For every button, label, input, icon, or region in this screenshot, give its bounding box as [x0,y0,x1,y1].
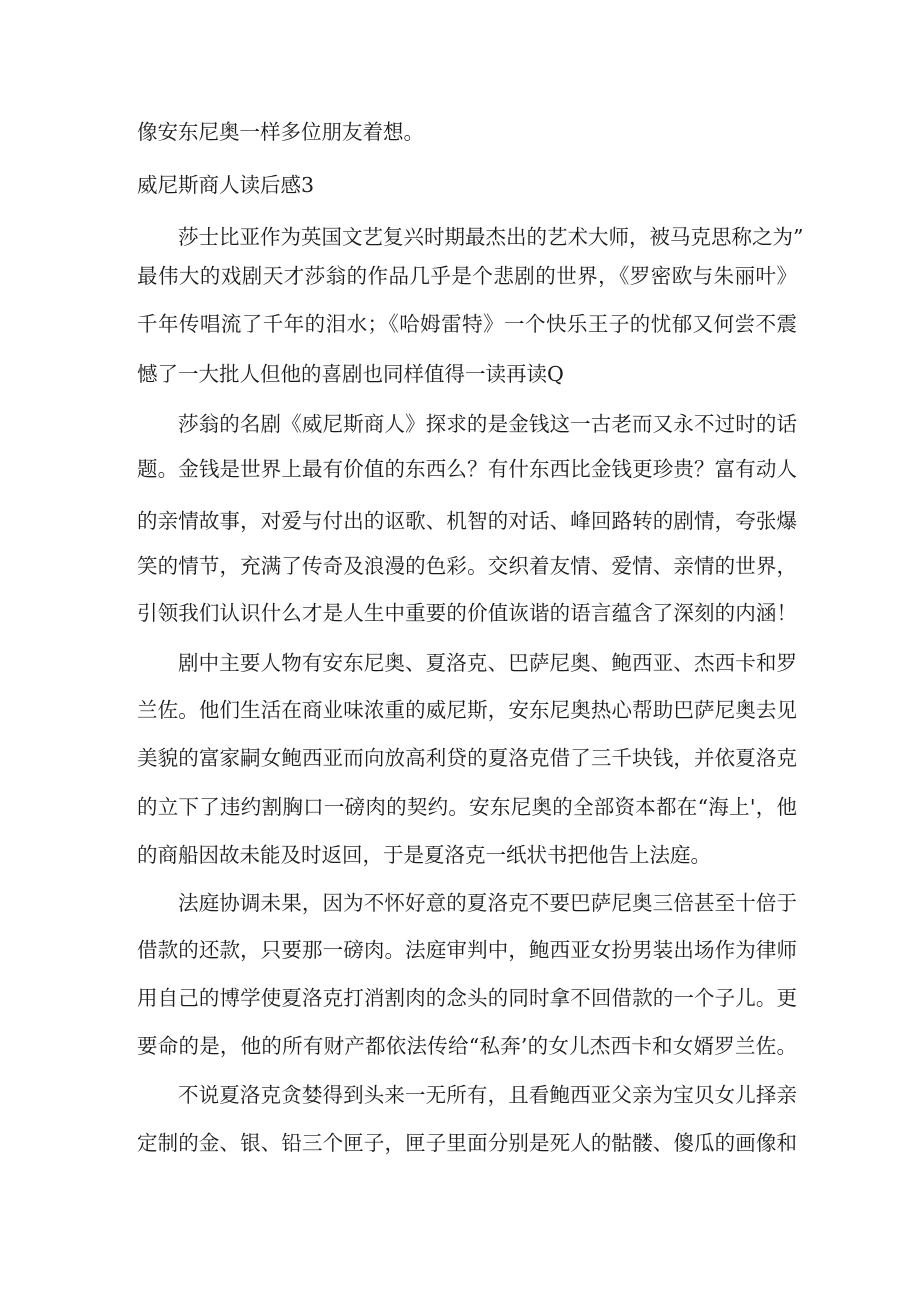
text-line: 定制的金、银、铅三个匣子，匣子里面分别是死人的骷髅、傻瓜的画像和 [137,1131,797,1155]
text-line: 的立下了违约割胸口一磅肉的契约。安东尼奥的全部资本都在“海上'，他 [137,795,797,819]
text-line: 剧中主要人物有安东尼奥、夏洛克、巴萨尼奥、鲍西亚、杰西卡和罗 [178,651,797,675]
text-line: 像安东尼奥一样多位朋友着想。 [137,120,424,144]
text-line: 法庭协调未果，因为不怀好意的夏洛克不要巴萨尼奥三倍甚至十倍于 [178,891,797,915]
text-line: 题。金钱是世界上最有价值的东西么？有什东西比金钱更珍贵？富有动人 [137,457,797,481]
text-line: 要命的是，他的所有财产都依法传给“私奔’的女儿杰西卡和女婿罗兰佐。 [137,1034,797,1058]
text-line: 美貌的富家嗣女鲍西亚而向放高利贷的夏洛克借了三千块钱，并依夏洛克 [137,746,797,770]
text-line: 笑的情节，充满了传奇及浪漫的色彩。交织着友情、爱情、亲情的世界， [137,554,797,578]
text-line: 莎士比亚作为英国文艺复兴时期最杰出的艺术大师，被马克思称之为” [178,225,804,249]
text-line: 引领我们认识什么才是人生中重要的价值诙谐的语言蕴含了深刻的内涵！ [137,601,797,625]
text-line: 莎翁的名剧《威尼斯商人》探求的是金钱这一古老而又永不过时的话 [178,412,797,436]
text-line: 的亲情故事，对爱与付出的讴歌、机智的对话、峰回路转的剧情，夸张爆 [137,509,797,533]
text-line: 借款的还款，只要那一磅肉。法庭审判中，鲍西亚女扮男装出场作为律师 [137,938,797,962]
text-line: 用自己的博学使夏洛克打消割肉的念头的同时拿不回借款的一个子儿。更 [137,986,797,1010]
text-line: 憾了一大批人但他的喜剧也同样值得一读再读Q [137,362,564,386]
text-line: 不说夏洛克贪婪得到头来一无所有，且看鲍西亚父亲为宝贝女儿择亲 [178,1083,797,1107]
text-line: 最伟大的戏剧天才莎翁的作品几乎是个悲剧的世界，《罗密欧与朱丽叶》 [137,264,797,288]
text-line: 千年传唱流了千年的泪水；《哈姆雷特》一个快乐王子的忧郁又何尝不震 [137,312,797,336]
text-line: 兰佐。他们生活在商业味浓重的威尼斯，安东尼奥热心帮助巴萨尼奥去见 [137,698,797,722]
text-line: 的商船因故未能及时返回，于是夏洛克一纸状书把他告上法庭。 [137,843,711,867]
section-heading: 威尼斯商人读后感3 [137,173,315,197]
